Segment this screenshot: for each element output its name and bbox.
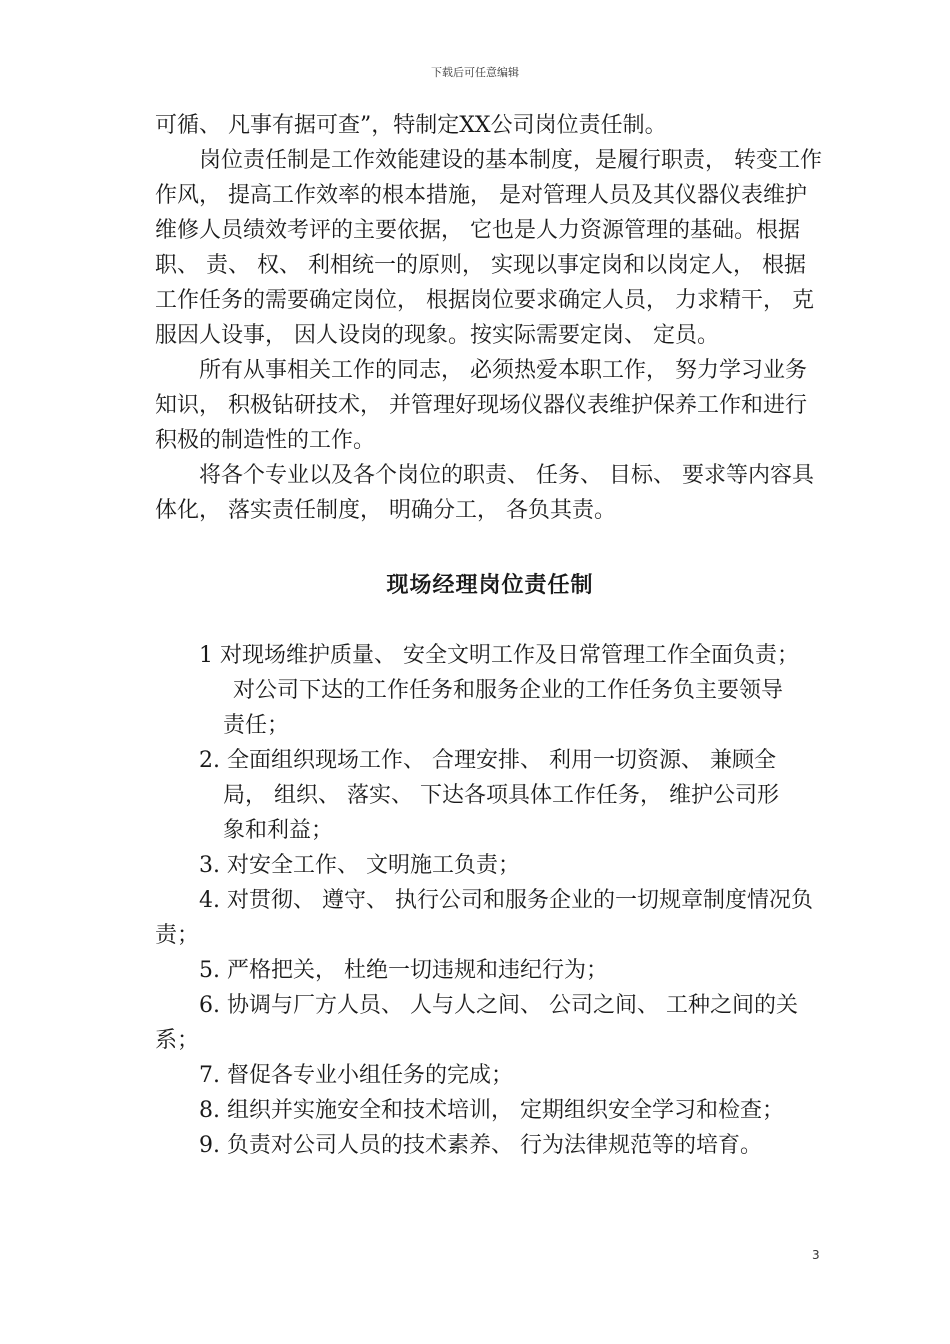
list-item-1-line-1: 1 对现场维护质量、 安全文明工作及日常管理工作全面负责； — [199, 643, 799, 668]
document-body — [155, 108, 825, 1163]
section-title: 现场经理岗位责任制 — [386, 573, 594, 598]
list-item-1-line-2: 对公司下达的工作任务和服务企业的工作任务负主要领导 — [233, 678, 784, 703]
list-item-2-line-3: 象和利益； — [223, 818, 334, 843]
page-number: 3 — [812, 1248, 820, 1262]
paragraph-definition: 岗位责任制是工作效能建设的基本制度，是履行职责， 转变工作作风， 提高工作效率的根本措施， 是对管理人员及其仪器仪表维护维修人员绩效考评的主要依据， 它也是人力资源管理的基础。根据职、 责、 权、 利相统一的原则， 实现以事定岗和以岗定人， 根据工作任务的需要确定岗位， 根据岗位要求确定人员， 力求精干， 克服因人设事， 因人设岗的现象。按实际需要定岗、 定员。 — [155, 148, 822, 348]
page-header: 下载后可任意编辑 — [431, 66, 519, 79]
list-item-3: 3. 对安全工作、 文明施工负责； — [199, 853, 520, 878]
list-item-6: 6. 协调与厂方人员、 人与人之间、 公司之间、 工种之间的关系； — [155, 993, 798, 1053]
paragraph-intro-tail: 可循、 凡事有据可查”，特制定XX公司岗位责任制。 — [155, 113, 667, 138]
list-item-1-line-3: 责任； — [223, 713, 290, 738]
list-item-5: 5. 严格把关， 杜绝一切违规和违纪行为； — [199, 958, 608, 983]
list-item-2-line-1: 2. 全面组织现场工作、 合理安排、 利用一切资源、 兼顾全 — [199, 748, 776, 773]
list-item-9: 9. 负责对公司人员的技术素养、 行为法律规范等的培育。 — [199, 1133, 762, 1158]
list-item-8: 8. 组织并实施安全和技术培训， 定期组织安全学习和检查； — [199, 1098, 784, 1123]
list-item-4: 4. 对贯彻、 遵守、 执行公司和服务企业的一切规章制度情况负责； — [155, 888, 813, 948]
paragraph-specifics: 将各个专业以及各个岗位的职责、 任务、 目标、 要求等内容具体化， 落实责任制度， 明确分工， 各负其责。 — [155, 463, 814, 523]
list-item-2-line-2: 局， 组织、 落实、 下达各项具体工作任务， 维护公司形 — [223, 783, 779, 808]
list-item-7: 7. 督促各专业小组任务的完成； — [199, 1063, 513, 1088]
paragraph-staff-duty: 所有从事相关工作的同志， 必须热爱本职工作， 努力学习业务知识， 积极钻研技术， 并管理好现场仪器仪表维护保养工作和进行积极的制造性的工作。 — [155, 358, 807, 453]
